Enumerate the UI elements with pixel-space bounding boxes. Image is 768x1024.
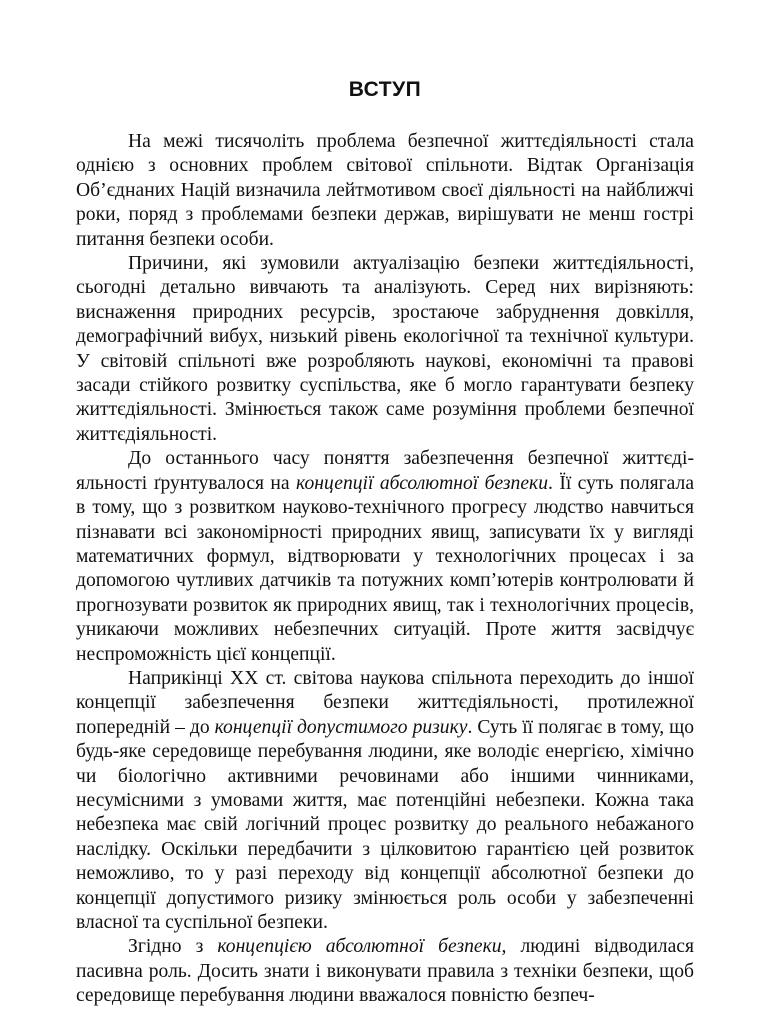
paragraph-text: На межі тисячоліть проблема безпечної життєдіяльності стала однією з основних проблем світової спільноти. Відтак Організація Об’єднаних Націй визначила лейтмотивом своєї діяльності на найближчі роки, поряд з проблемами безпеки держав, вирішувати не менш гострі питання безпеки особи.	[76, 131, 694, 250]
paragraph-4	[76, 667, 694, 935]
paragraph-text: Наприкінці ХХ ст. світова наукова спільнота переходить до іншої концепції забезпечення безпеки життєдіяльності, протилежної попередній – до	[76, 667, 694, 738]
paragraph-text: Згідно з	[128, 936, 218, 958]
paragraph-5	[76, 935, 694, 1008]
italic-term: концепцією абсолютної безпеки,	[217, 936, 507, 958]
paragraph-3	[76, 447, 694, 667]
italic-term: концепції допустимого ризику	[214, 716, 468, 738]
paragraph-text: Причини, які зумовили актуалізацію безпеки життєдіяльності, сьогодні детально вивчають та аналізують. Серед них вирізняють: виснаження природних ресурсів, зростаюче забруднення довкілля, демографічний вибух, низький рівень екологічної та технічної культури. У світовій спільноті вже розробляють наукові, економічні та правові засади стійкого розвитку суспільства, яке б могло гарантувати безпеку життєдіяльності. Змінюється також саме розуміння проблеми безпечної життєдіяльності.	[76, 253, 694, 445]
paragraph-text: . Суть її полягає в тому, що будь-яке середовище перебування людини, яке володіє енергією, хімічно чи біологічно активними речовинами або іншими чинниками, несумісними з умовами життя, має потенційні небезпеки. Кожна така небезпека має свій логічний процес розвитку до реального небажаного наслідку. Оскільки передбачити з цілковитою гарантією цей розвиток неможливо, то у разі переходу від концепції абсолютної безпеки до концепції допустимого ризику змінюється роль особи у забезпеченні власної та суспільної безпеки.	[76, 716, 694, 933]
paragraph-1	[76, 130, 694, 252]
paragraph-text: людині відводилася пасивна роль. Досить знати і виконувати правила з техніки безпеки, щоб середовище перебування людини вважалося повністю безпеч-	[76, 936, 694, 1007]
italic-term: концепції абсолютної безпеки	[296, 472, 549, 494]
paragraph-text: . Її суть полягала в тому, що з розвитком науково-технічного прогресу людство навчиться пізнавати всі закономірності природних явищ, записувати їх у вигляді математичних формул, відтворювати у технологічних процесах і за допомогою чутливих датчиків та потужних комп’ютерів контролювати й прогнозувати розвиток як природних явищ, так і технологічних процесів, уникаючи можливих небезпечних ситуацій. Проте життя засвідчує неспроможність цієї концепції.	[76, 472, 695, 665]
paragraph-text: До останнього часу поняття забезпечення безпечної життєдіяльності ґрунтувалося на	[76, 448, 694, 494]
document-page	[76, 70, 694, 1009]
paragraph-2	[76, 252, 694, 447]
page-title: ВСТУП	[348, 78, 422, 101]
